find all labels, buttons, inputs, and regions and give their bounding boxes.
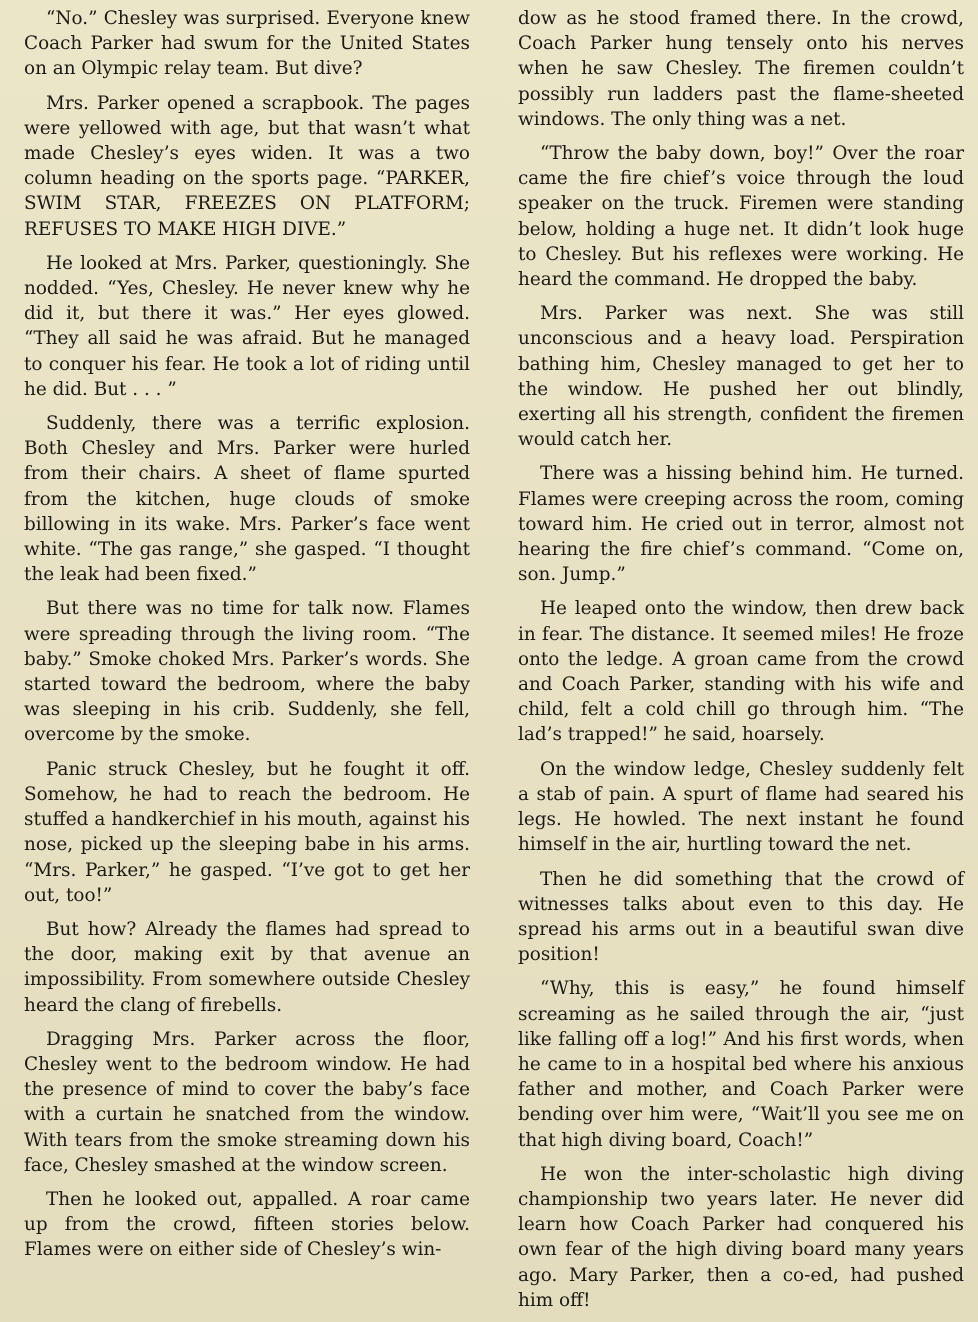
paragraph: Then he did something that the crowd of witnesses talks about even to this day. He spread his arms out in a beautiful swan dive position! [518, 868, 964, 966]
left-column [24, 6, 470, 1272]
paragraph: “Why, this is easy,” he found himself screaming as he sailed through the air, “just like falling off a log!” And his first words, when he came to in a hospital bed where his anxious father and mother, and Coach Parker were bending over him were, “Wait’ll you see me on that high diving board, Coach!” [518, 978, 964, 1151]
paragraph: “Throw the baby down, boy!” Over the roar came the fire chief’s voice through the loud speaker on the truck. Firemen were standing below, holding a huge net. It didn’t look huge to Chesley. But his reflexes were working. He heard the command. He dropped the baby. [518, 143, 964, 291]
paragraph: Mrs. Parker opened a scrapbook. The pages were yellowed with age, but that wasn’t what made Chesley’s eyes widen. It was a two column heading on the sports page. “PARKER, SWIM STAR, FREEZES ON PLATFORM; REFUSES TO MAKE HIGH DIVE.” [24, 92, 470, 240]
paragraph: Panic struck Chesley, but he fought it off. Somehow, he had to reach the bedroom. He stuffed a handkerchief in his mouth, against his nose, picked up the sleeping babe in his arms. “Mrs. Parker,” he gasped. “I’ve got to get her out, too!” [24, 758, 470, 906]
paragraph: He looked at Mrs. Parker, questioningly. She nodded. “Yes, Chesley. He never knew why he did it, but there it was.” Her eyes glowed. “They all said he was afraid. But he managed to conquer his fear. He took a lot of riding until he did. But . . . ” [24, 252, 470, 400]
paragraph: Mrs. Parker was next. She was still unconscious and a heavy load. Perspiration bathing him, Chesley managed to get her to the window. He pushed her out blindly, exerting all his strength, confident the firemen would catch her. [518, 303, 964, 451]
paragraph: Dragging Mrs. Parker across the floor, Chesley went to the bedroom window. He had the presence of mind to cover the baby’s face with a curtain he snatched from the window. With tears from the smoke streaming down his face, Chesley smashed at the window screen. [24, 1028, 470, 1176]
paragraph: But there was no time for talk now. Flames were spreading through the living room. “The baby.” Smoke choked Mrs. Parker’s words. She started toward the bedroom, where the baby was sleeping in his crib. Suddenly, she fell, overcome by the smoke. [24, 598, 470, 746]
paragraph: “No.” Chesley was surprised. Everyone knew Coach Parker had swum for the United States on an Olympic relay team. But dive? [24, 8, 470, 80]
paragraph: He leaped onto the window, then drew back in fear. The distance. It seemed miles! He froze onto the ledge. A groan came from the crowd and Coach Parker, standing with his wife and child, felt a cold chill go through him. “The lad’s trapped!” he said, hoarsely. [518, 598, 964, 746]
paragraph-continued: dow as he stood framed there. In the crowd, Coach Parker hung tensely onto his nerves when he saw Chesley. The firemen couldn’t possibly run ladders past the flame-sheeted windows. The only thing was a net. [518, 8, 964, 130]
paragraph: On the window ledge, Chesley suddenly felt a stab of pain. A spurt of flame had seared his legs. He howled. The next instant he found himself in the air, hurtling toward the net. [518, 758, 964, 856]
paragraph: There was a hissing behind him. He turned. Flames were creeping across the room, coming toward him. He cried out in terror, almost not hearing the fire chief’s command. “Come on, son. Jump.” [518, 463, 964, 586]
paragraph: But how? Already the flames had spread to the door, making exit by that avenue an impossibility. From somewhere outside Chesley heard the clang of firebells. [24, 918, 470, 1016]
paragraph: Then he looked out, appalled. A roar came up from the crowd, fifteen stories below. Flames were on either side of Chesley’s win- [24, 1188, 470, 1261]
right-column [518, 6, 964, 1322]
paragraph: Suddenly, there was a terrific explosion. Both Chesley and Mrs. Parker were hurled from their chairs. A sheet of flame spurted from the kitchen, huge clouds of smoke billowing in its wake. Mrs. Parker’s face went white. “The gas range,” she gasped. “I thought the leak had been fixed.” [24, 413, 470, 586]
paragraph: He won the inter-scholastic high diving championship two years later. He never did learn how Coach Parker had conquered his own fear of the high diving board many years ago. Mary Parker, then a co-ed, had pushed him off! [518, 1163, 964, 1311]
